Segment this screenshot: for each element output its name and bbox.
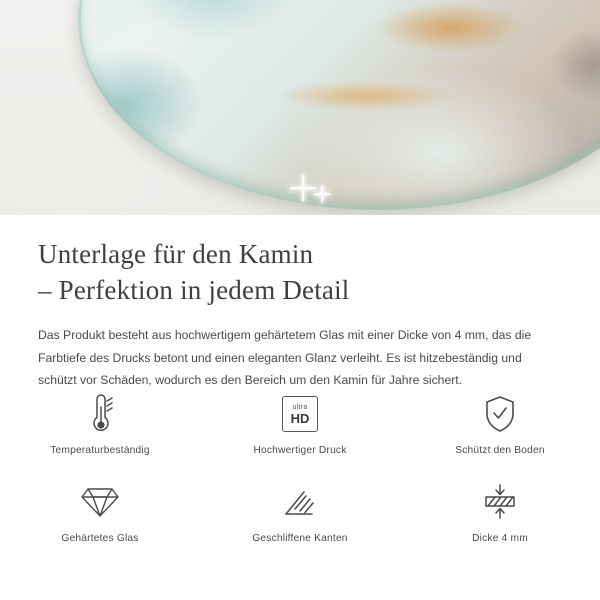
- page-title: [0, 215, 600, 308]
- hero-image: [0, 0, 600, 215]
- diamond-icon: [80, 480, 120, 524]
- feature-item-temperature: [0, 392, 200, 470]
- feature-label: Schützt den Boden: [455, 445, 545, 456]
- feature-item-print-quality: [200, 392, 400, 470]
- feature-label: Gehärtetes Glas: [61, 533, 139, 544]
- feature-item-floor-protection: [400, 392, 600, 470]
- feature-label: Hochwertiger Druck: [253, 445, 347, 456]
- feature-item-polished-edges: [200, 480, 400, 558]
- thermometer-icon: [85, 392, 115, 436]
- feature-label: Dicke 4 mm: [472, 533, 528, 544]
- text-content: [0, 215, 600, 392]
- description-paragraph: Das Produkt besteht aus hochwertigem gehärtetem Glas mit einer Dicke von 4 mm, das die Farbtiefe des Drucks betont und einen eleganten Glanz verleiht. Es ist hitzebeständig und schützt vor Schäden, wodurch es den Bereich um den Kamin für Jahre sichert.: [38, 328, 532, 388]
- feature-item-thickness: [400, 480, 600, 558]
- polished-edges-icon: [282, 480, 318, 524]
- ultra-hd-badge-bottom: HD: [290, 410, 310, 426]
- ultra-hd-icon: [282, 392, 318, 436]
- feature-label: Temperaturbeständig: [50, 445, 150, 456]
- ultra-hd-badge-top: ultra: [292, 403, 308, 411]
- thickness-arrows-icon: [482, 480, 518, 524]
- feature-label: Geschliffene Kanten: [252, 533, 348, 544]
- page-title-line-2: – Perfektion in jedem Detail: [38, 274, 350, 305]
- feature-item-tempered-glass: [0, 480, 200, 558]
- feature-grid: [0, 392, 600, 558]
- shield-check-icon: [483, 392, 517, 436]
- page-title-line-1: Unterlage für den Kamin: [38, 239, 314, 269]
- glass-plate-graphic: [78, 0, 600, 210]
